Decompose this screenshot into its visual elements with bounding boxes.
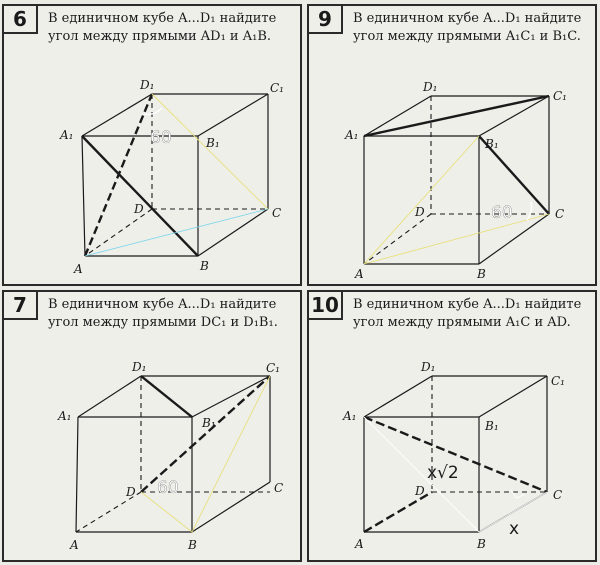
line-A1C1 (364, 96, 549, 136)
label-C1: C₁ (553, 89, 567, 103)
label-D: D (415, 205, 425, 219)
label-B: B (477, 267, 486, 281)
problem-number: 10 (307, 290, 343, 320)
hand-line (364, 417, 479, 532)
label-B: B (188, 538, 197, 552)
angle-arc (527, 202, 532, 220)
label-A1: A₁ (58, 409, 72, 423)
problem-number: 7 (2, 290, 38, 320)
label-B1: B₁ (485, 137, 499, 151)
hand-line (364, 136, 479, 264)
label-A1: A₁ (60, 128, 74, 142)
edge (82, 94, 152, 136)
label-C1: C₁ (551, 374, 565, 388)
edge (198, 94, 268, 136)
angle-annotation: 60 (157, 478, 179, 498)
label-A: A (74, 262, 83, 276)
label-B1: B₁ (206, 136, 220, 150)
angle-annotation: 60 (150, 128, 172, 148)
label-C: C (274, 481, 284, 495)
label-D: D (415, 484, 425, 498)
label-D1: D₁ (423, 80, 438, 94)
problem-text: В единичном кубе A...D₁ найдите угол между прямыми DC₁ и D₁B₁. (48, 297, 278, 330)
label-C1: C₁ (270, 81, 284, 95)
hidden-edge (364, 214, 431, 264)
angle-annotation: 60 (491, 203, 513, 223)
edge (479, 96, 549, 136)
hand-line (85, 209, 268, 256)
right-angle-mark (511, 490, 525, 498)
problem-number: 9 (307, 4, 343, 34)
cube-figure (4, 292, 304, 564)
line-A1B (82, 136, 198, 256)
label-B: B (477, 537, 486, 551)
label-D: D (126, 485, 136, 499)
label-A1: A₁ (343, 409, 357, 423)
problem-text: В единичном кубе A...D₁ найдите угол между прямыми AD₁ и A₁B. (48, 11, 277, 44)
label-D1: D₁ (140, 78, 155, 92)
hand-line (152, 94, 268, 209)
edge (82, 136, 85, 256)
edge (364, 96, 431, 136)
label-C1: C₁ (266, 361, 280, 375)
problem-7-panel (2, 290, 302, 562)
problem-text: В единичном кубе A...D₁ найдите угол между прямыми A₁C₁ и B₁C. (353, 11, 582, 44)
label-A: A (355, 267, 364, 281)
problem-number: 6 (2, 4, 38, 34)
edge (479, 376, 547, 417)
label-A: A (355, 537, 364, 551)
line-D1B1 (141, 376, 192, 417)
edge (76, 417, 78, 532)
problem-10-panel (307, 290, 597, 562)
problem-6-panel (2, 4, 302, 286)
side-annotation: x (509, 519, 520, 539)
label-D1: D₁ (421, 360, 436, 374)
label-C: C (272, 206, 282, 220)
hand-line (364, 214, 549, 264)
cube-figure (309, 6, 599, 288)
line-DC1 (141, 376, 270, 492)
hand-line (141, 492, 192, 532)
problem-text: В единичном кубе A...D₁ найдите угол между прямыми A₁C и AD. (353, 297, 582, 330)
label-C: C (553, 488, 563, 502)
label-B1: B₁ (485, 419, 499, 433)
edge (364, 376, 432, 417)
diagonal-annotation: x√2 (427, 463, 459, 483)
cube-figure (4, 6, 304, 288)
edge (78, 376, 141, 417)
label-C: C (555, 207, 565, 221)
label-B1: B₁ (202, 416, 216, 430)
edge (479, 214, 549, 264)
label-D: D (134, 202, 144, 216)
cube-figure (309, 292, 599, 564)
problem-9-panel (307, 4, 597, 286)
edge (192, 482, 270, 532)
hand-line (192, 376, 270, 532)
label-D1: D₁ (132, 360, 147, 374)
edge (198, 209, 268, 256)
label-B: B (200, 259, 209, 273)
label-A: A (70, 538, 79, 552)
line-AD (364, 492, 432, 532)
label-A1: A₁ (345, 128, 359, 142)
